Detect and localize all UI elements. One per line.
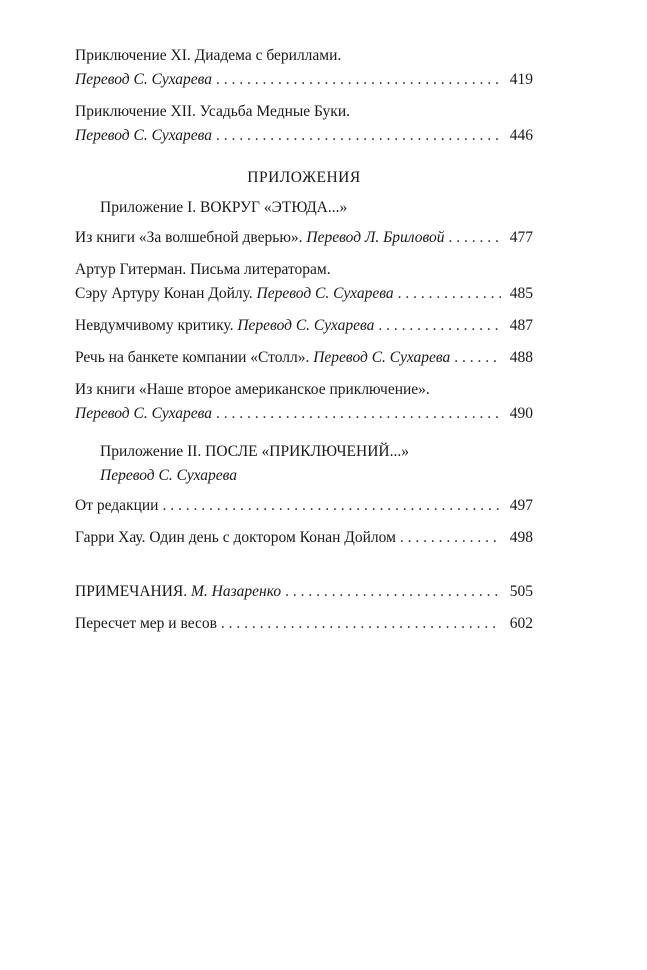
page-number: 477 [509,229,533,246]
table-of-contents [75,44,533,644]
entry-title: Из книги «За волшебной дверью». [75,229,303,246]
entry-title: Сэру Артуру Конан Дойлу. [75,285,253,302]
entry-translator: Перевод С. Сухарева [237,317,375,334]
appendices-heading: ПРИЛОЖЕНИЯ [247,169,361,186]
page-number: 488 [509,349,533,366]
entry-translator: Перевод С. Сухарева [75,405,213,422]
entry-title: От редакции [75,497,159,514]
appendix-1-heading: Приложение I. ВОКРУГ «ЭТЮДА...» [100,199,348,216]
appendix-2-heading [75,440,533,488]
entry-title: Гарри Хау. Один день с доктором Конан Дойлом [75,529,396,546]
dot-leader [216,68,501,92]
entry-title: Приключение XII. Усадьба Медные Буки. [75,103,351,120]
appendix-2-translator: Перевод С. Сухарева [100,467,238,484]
toc-entry [75,526,533,550]
dot-leader [449,226,501,250]
notes-title: ПРИМЕЧАНИЯ. [75,583,188,600]
toc-entry [75,314,533,338]
toc-entry [75,378,533,426]
page-number: 419 [509,71,533,88]
dot-leader [221,612,501,636]
entry-translator: Перевод С. Сухарева [75,127,213,144]
measures-title: Пересчет мер и весов [75,615,217,632]
toc-entry [75,580,533,604]
page-number: 485 [509,285,533,302]
notes-author: М. Назаренко [191,583,282,600]
toc-entry [75,100,533,148]
appendix-2-title: Приложение II. ПОСЛЕ «ПРИКЛЮЧЕНИЙ...» [100,443,409,460]
toc-entry [75,44,533,92]
dot-leader [216,124,501,148]
page-number: 490 [509,405,533,422]
dot-leader [378,314,501,338]
toc-entry [75,612,533,636]
entry-title: Приключение XI. Диадема с бериллами. [75,47,342,64]
dot-leader [400,526,501,550]
toc-entry [75,226,533,250]
entry-translator: Перевод С. Сухарева [75,71,213,88]
toc-entry [75,258,533,306]
page-number: 446 [509,127,533,144]
dot-leader [454,346,501,370]
entry-title-line1: Артур Гитерман. Письма литераторам. [75,261,331,278]
toc-entry [75,346,533,370]
page-number: 498 [509,529,533,546]
entry-translator: Перевод Л. Бриловой [306,229,445,246]
page-number: 497 [509,497,533,514]
entry-translator: Перевод С. Сухарева [256,285,394,302]
entry-title-line1: Из книги «Наше второе американское приключение». [75,381,430,398]
page-number: 487 [509,317,533,334]
toc-entry [75,494,533,518]
dot-leader [285,580,501,604]
dot-leader [216,402,501,426]
entry-title: Невдумчивому критику. [75,317,234,334]
page-number: 505 [509,583,533,600]
page-number: 602 [509,615,533,632]
dot-leader [162,494,501,518]
dot-leader [398,282,501,306]
entry-translator: Перевод С. Сухарева [313,349,451,366]
entry-title: Речь на банкете компании «Столл». [75,349,310,366]
